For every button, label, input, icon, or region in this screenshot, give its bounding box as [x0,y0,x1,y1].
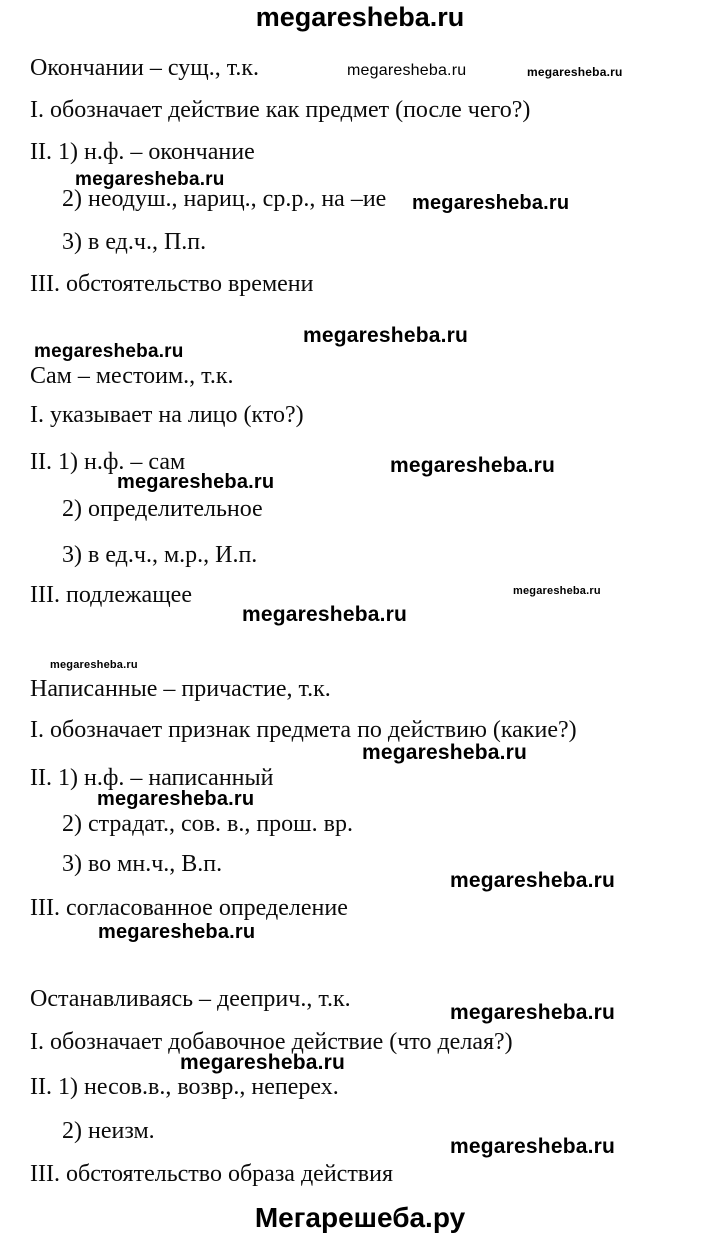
analysis-point-2c: 3) в ед.ч., м.р., И.п. [62,542,258,568]
analysis-point-2: II. 1) н.ф. – окончание [30,139,255,165]
watermark: megaresheba.ru [34,341,184,362]
analysis-word-line: Останавливаясь – дееприч., т.к. [30,986,351,1012]
analysis-point-3: III. согласованное определение [30,895,348,921]
analysis-point-3: III. обстоятельство времени [30,271,314,297]
analysis-point-2b: 2) неизм. [62,1118,155,1144]
analysis-point-1: I. указывает на лицо (кто?) [30,402,304,428]
analysis-point-1: I. обозначает действие как предмет (после чего?) [30,97,531,123]
analysis-point-3: III. подлежащее [30,582,192,608]
watermark: megaresheba.ru [412,192,570,214]
analysis-point-1: I. обозначает признак предмета по действию (какие?) [30,717,577,743]
watermark: megaresheba.ru [97,788,255,810]
watermark: megaresheba.ru [390,454,556,477]
watermark: megaresheba.ru [242,603,408,626]
watermark: megaresheba.ru [450,1135,616,1158]
analysis-point-2b: 2) страдат., сов. в., прош. вр. [62,811,353,837]
watermark: megaresheba.ru [75,169,225,190]
analysis-point-3: III. обстоятельство образа действия [30,1161,394,1187]
analysis-point-1: I. обозначает добавочное действие (что делая?) [30,1029,513,1055]
analysis-point-2c: 3) во мн.ч., В.п. [62,851,223,877]
site-header-watermark: megaresheba.ru [255,2,465,32]
analysis-point-2b: 2) неодуш., нариц., ср.р., на –ие [62,186,387,212]
analysis-point-2: II. 1) н.ф. – написанный [30,765,274,791]
watermark: megaresheba.ru [50,659,138,671]
watermark: megaresheba.ru [450,869,616,892]
watermark: megaresheba.ru [527,65,623,79]
site-footer-title: Мегарешеба.ру [254,1202,466,1233]
analysis-point-2c: 3) в ед.ч., П.п. [62,229,207,255]
watermark: megaresheba.ru [303,324,469,347]
watermark: megaresheba.ru [362,741,528,764]
analysis-word-line: Окончании – сущ., т.к. [30,55,260,81]
analysis-point-2: II. 1) н.ф. – сам [30,449,186,475]
watermark: megaresheba.ru [117,471,275,493]
analysis-word-line: Написанные – причастие, т.к. [30,676,331,702]
watermark: megaresheba.ru [98,921,256,943]
analysis-point-2: II. 1) несов.в., возвр., неперех. [30,1074,339,1100]
watermark: megaresheba.ru [347,62,467,79]
watermark: megaresheba.ru [180,1051,346,1074]
watermark: megaresheba.ru [450,1001,616,1024]
analysis-word-line: Сам – местоим., т.к. [30,363,234,389]
analysis-point-2b: 2) определительное [62,496,263,522]
watermark: megaresheba.ru [513,585,601,597]
